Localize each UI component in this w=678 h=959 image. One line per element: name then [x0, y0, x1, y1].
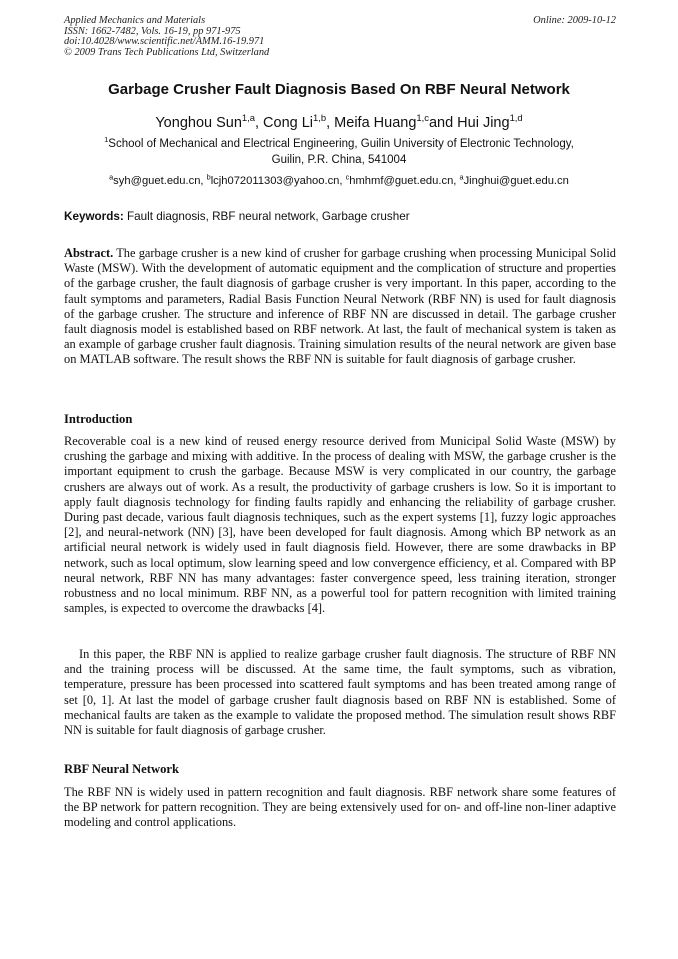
email-address: lcjh072011303@yahoo.cn, [210, 175, 346, 187]
keywords-text: Fault diagnosis, RBF neural network, Garbage crusher [123, 210, 410, 223]
rbf-section-heading: RBF Neural Network [64, 762, 179, 776]
author-name: Meifa Huang [334, 115, 417, 131]
email-list [64, 173, 614, 189]
abstract [64, 246, 616, 368]
email-address: syh@guet.edu.cn, [113, 175, 207, 187]
copyright-line: © 2009 Trans Tech Publications Ltd, Switzerland [64, 46, 270, 58]
abstract-label: Abstract. [64, 246, 114, 260]
email-superscript: b [206, 172, 211, 182]
email-address: hmhmf@guet.edu.cn, [349, 175, 460, 187]
introduction-heading: Introduction [64, 412, 133, 426]
email-superscript: a [459, 172, 464, 182]
affiliation-line-1: $^1$School of Mechanical and Electrical Engineering, Guilin University of Electronic Technology, [104, 135, 574, 150]
abstract-text: The garbage crusher is a new kind of crusher for garbage crushing when processing Municipal Solid Waste (MSW). With the development of automatic equipment and the complication of structure and properties of the garbage crusher, the fault diagnosis of garbage crusher is very important. In this paper, according to the fault symptoms and parameters, Radial Basis Function Neural Network (RBF NN) is used for fault diagnosis of the garbage crusher. The structure and inference of RBF NN are discussed in detail. The garbage crusher fault diagnosis model is established based on RBF network. At last, the fault of mechanical system is taken as an example of garbage crusher fault diagnosis. Training simulation results of the neural network are given base on MATLAB software. The result shows the RBF NN is suitable for fault diagnosis of garbage crusher. [64, 246, 616, 367]
author-separator: , [326, 115, 335, 131]
journal-header [64, 16, 616, 58]
author-superscript: 1,a [241, 112, 255, 124]
email-superscript: a [109, 172, 114, 182]
online-date: Online: 2009-10-12 [533, 15, 616, 26]
author-superscript: 1,b [313, 112, 327, 124]
keywords [64, 209, 616, 225]
introduction-paragraph-1: Recoverable coal is a new kind of reused energy resource derived from Municipal Solid Waste (MSW) by crushing the garbage and mixing with additive. In the process of dealing with MSW, the garbage crusher is the important equipment to crush the garbage. Because MSW is very complicated in our country, the garbage crushers are always out of work. As a result, the productivity of garbage crushers is low. So it is important to apply fault diagnosis technology for finding faults rapidly and enhancing the reliability of garbage crusher. During past decade, various fault diagnosis techniques, such as the expert systems [1], fuzzy logic approaches [2], and neural-network (NN) [3], have been developed for fault diagnosis. Among which BP network as an artificial neural network is widely used in fault diagnosis field. However, there are some drawbacks in BP network, such as local optimum, slow learning speed and low convergence efficiency, et al. Compared with BP neural network, RBF NN has many advantages: faster convergence speed, less training iteration, stronger robustness and no local minimum. RBF NN, as a powerful tool for pattern recognition with limited training samples, is expected to overcome the drawbacks [4]. [64, 434, 616, 616]
keywords-label: Keywords: [64, 210, 124, 223]
author-name: and Hui Jing [428, 115, 510, 131]
introduction-paragraph-2: In this paper, the RBF NN is applied to realize garbage crusher fault diagnosis. The structure of RBF NN and the training process will be discussed. At the same time, the fault symptoms, such as vibration, temperature, pressure has been processed into scattered fault symptoms and has been treated among range of set [0, 1]. At last the model of garbage crusher fault diagnosis based on RBF NN is established. Some of mechanical faults are taken as the example to validate the proposed method. The simulation result shows RBF NN is suitable for fault diagnosis of garbage crusher. [64, 647, 616, 738]
affiliation [64, 136, 614, 168]
doi-line: doi:10.4028/www.scientific.net/AMM.16-19.971 [64, 36, 265, 48]
author-list [64, 113, 614, 133]
issn-line: ISSN: 1662-7482, Vols. 16-19, pp 971-975 [64, 25, 241, 37]
author-superscript: 1,c [416, 112, 429, 124]
author-name: Cong Li [263, 115, 314, 131]
journal-name: Applied Mechanics and Materials [64, 15, 206, 26]
email-superscript: c [345, 172, 350, 182]
author-name: Yonghou Sun [155, 115, 242, 131]
author-separator: , [254, 115, 264, 131]
email-address: Jinghui@guet.edu.cn [463, 175, 569, 187]
rbf-section-paragraph-1: The RBF NN is widely used in pattern recognition and fault diagnosis. RBF network share some features of the BP network for pattern recognition. They are being extensively used for on- and off-line non-liner adaptive modeling and control applications. [64, 785, 616, 830]
paper-title: Garbage Crusher Fault Diagnosis Based On RBF Neural Network [108, 81, 570, 98]
affiliation-superscript: 1 [104, 135, 109, 145]
affiliation-line-2: Guilin, P.R. China, 541004 [271, 154, 407, 166]
author-superscript: 1,d [509, 112, 523, 124]
